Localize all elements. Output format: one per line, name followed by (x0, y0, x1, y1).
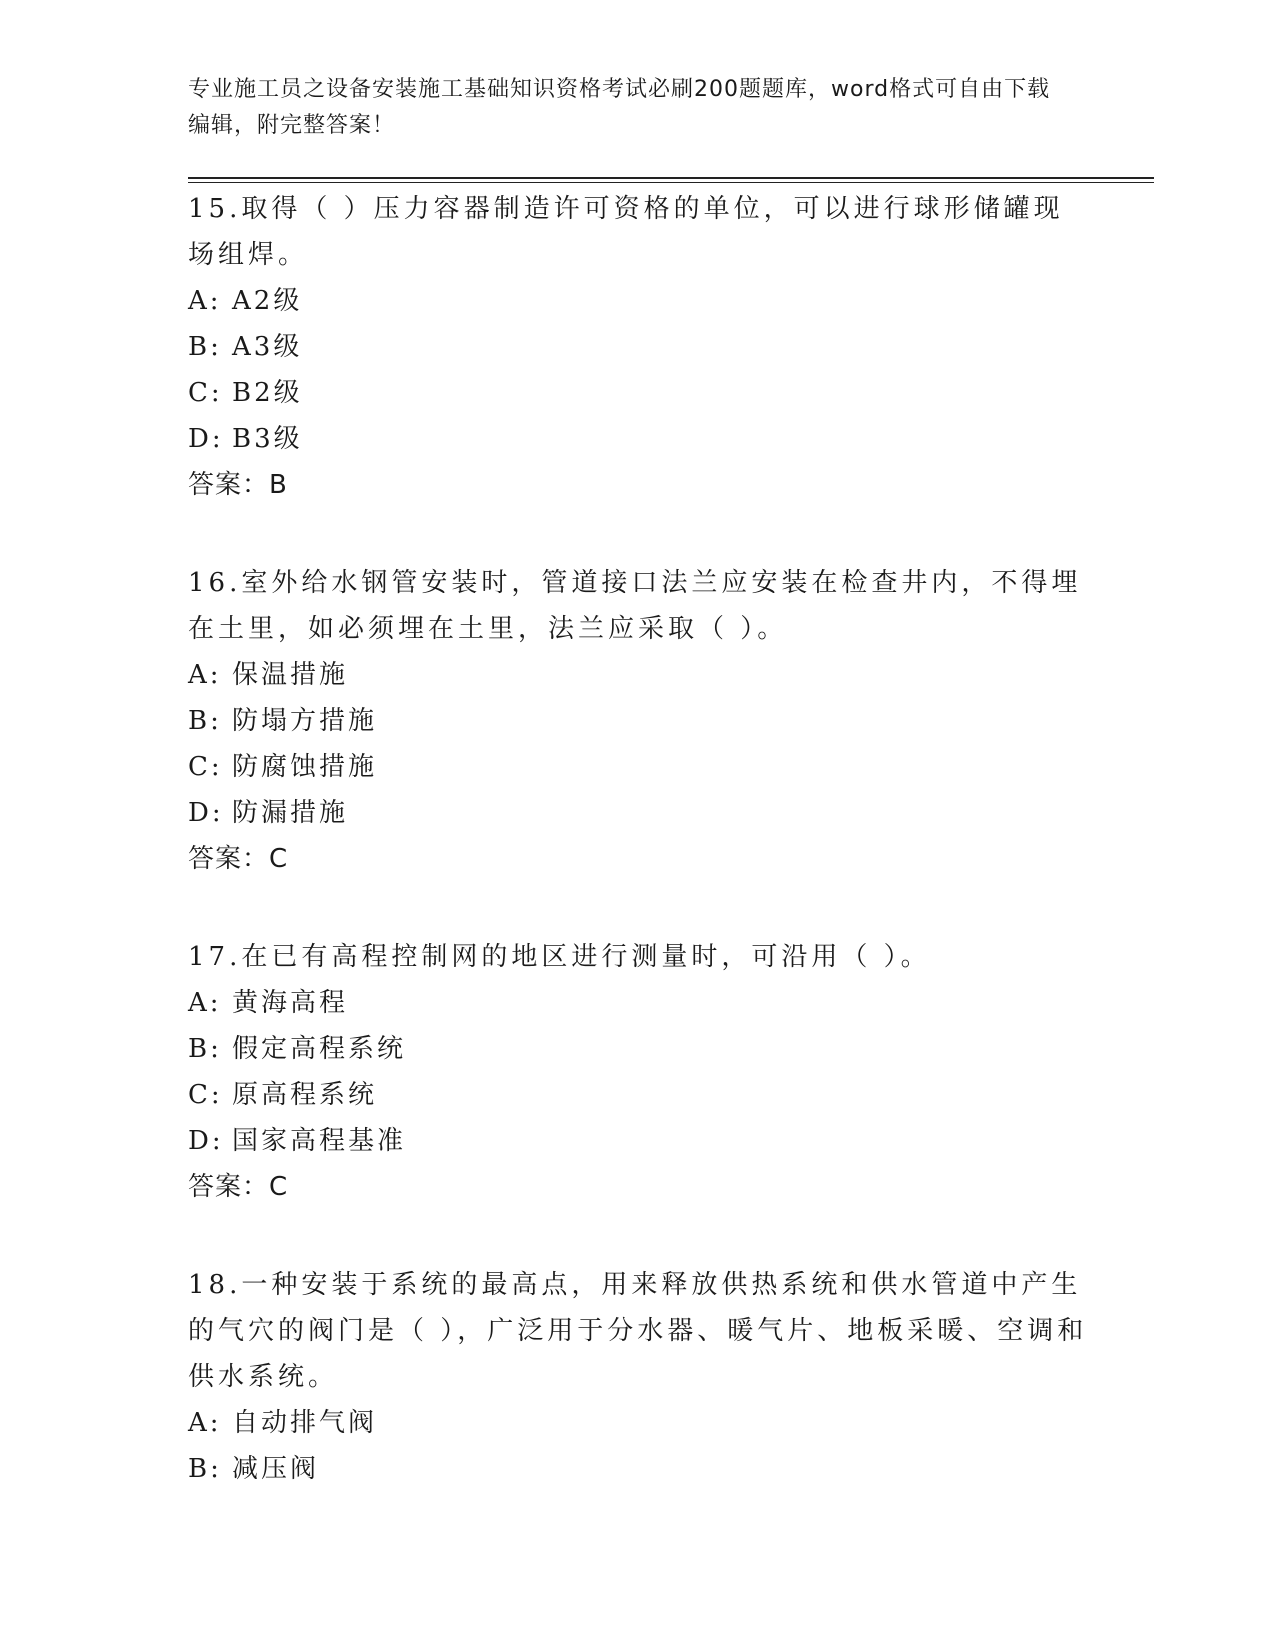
option-letter: D: (188, 1126, 224, 1156)
header-divider (188, 177, 1154, 183)
option-text: 防漏措施 (232, 798, 349, 828)
option-letter: C: (188, 1080, 223, 1110)
option-letter: B: (188, 1454, 222, 1484)
option-letter: D: (188, 424, 224, 454)
option-b (188, 1026, 1088, 1072)
option-b (188, 1446, 1088, 1492)
option-text: 防塌方措施 (232, 706, 378, 736)
option-d (188, 1118, 1088, 1164)
option-a (188, 278, 1088, 324)
option-text: 减压阀 (232, 1454, 320, 1484)
option-text: A3级 (232, 332, 303, 362)
answer-line: 答案：B (188, 470, 288, 500)
option-c (188, 370, 1088, 416)
option-text: A2级 (232, 286, 303, 316)
option-b (188, 324, 1088, 370)
option-text: B3级 (232, 424, 303, 454)
option-letter: A: (188, 286, 222, 316)
option-text: 防腐蚀措施 (232, 752, 378, 782)
option-letter: B: (188, 332, 222, 362)
question-stem: 17.在已有高程控制网的地区进行测量时，可沿用（ ）。 (188, 942, 931, 972)
option-a (188, 1400, 1088, 1446)
question-15 (188, 186, 1088, 508)
option-text: 自动排气阀 (232, 1408, 378, 1438)
option-d (188, 790, 1088, 836)
question-18 (188, 1262, 1088, 1492)
option-letter: A: (188, 1408, 222, 1438)
option-letter: A: (188, 988, 222, 1018)
question-stem: 18.一种安装于系统的最高点，用来释放供热系统和供水管道中产生的气穴的阀门是（ ），广泛用于分水器、暖气片、地板采暖、空调和供水系统。 (188, 1270, 1088, 1392)
option-text: 保温措施 (232, 660, 349, 690)
option-letter: A: (188, 660, 222, 690)
option-c (188, 744, 1088, 790)
option-b (188, 698, 1088, 744)
option-letter: D: (188, 798, 224, 828)
option-c (188, 1072, 1088, 1118)
option-letter: C: (188, 752, 223, 782)
option-d (188, 416, 1088, 462)
answer-line: 答案：C (188, 844, 289, 874)
option-text: 国家高程基准 (232, 1126, 407, 1156)
option-text: 假定高程系统 (232, 1034, 407, 1064)
question-stem: 15.取得（ ）压力容器制造许可资格的单位，可以进行球形储罐现场组焊。 (188, 194, 1064, 270)
option-letter: B: (188, 1034, 222, 1064)
option-text: B2级 (232, 378, 303, 408)
question-stem: 16.室外给水钢管安装时，管道接口法兰应安装在检查井内，不得埋在土里，如必须埋在土里，法兰应采取（ ）。 (188, 568, 1082, 644)
answer-line: 答案：C (188, 1172, 289, 1202)
question-16 (188, 560, 1088, 882)
option-a (188, 980, 1088, 1026)
option-a (188, 652, 1088, 698)
option-text: 黄海高程 (232, 988, 349, 1018)
page-header: 专业施工员之设备安装施工基础知识资格考试必刷200题题库，word格式可自由下载编辑，附完整答案！ (188, 77, 1051, 138)
option-letter: B: (188, 706, 222, 736)
option-text: 原高程系统 (232, 1080, 378, 1110)
option-letter: C: (188, 378, 223, 408)
question-17 (188, 934, 1088, 1210)
question-list (188, 186, 1088, 1544)
